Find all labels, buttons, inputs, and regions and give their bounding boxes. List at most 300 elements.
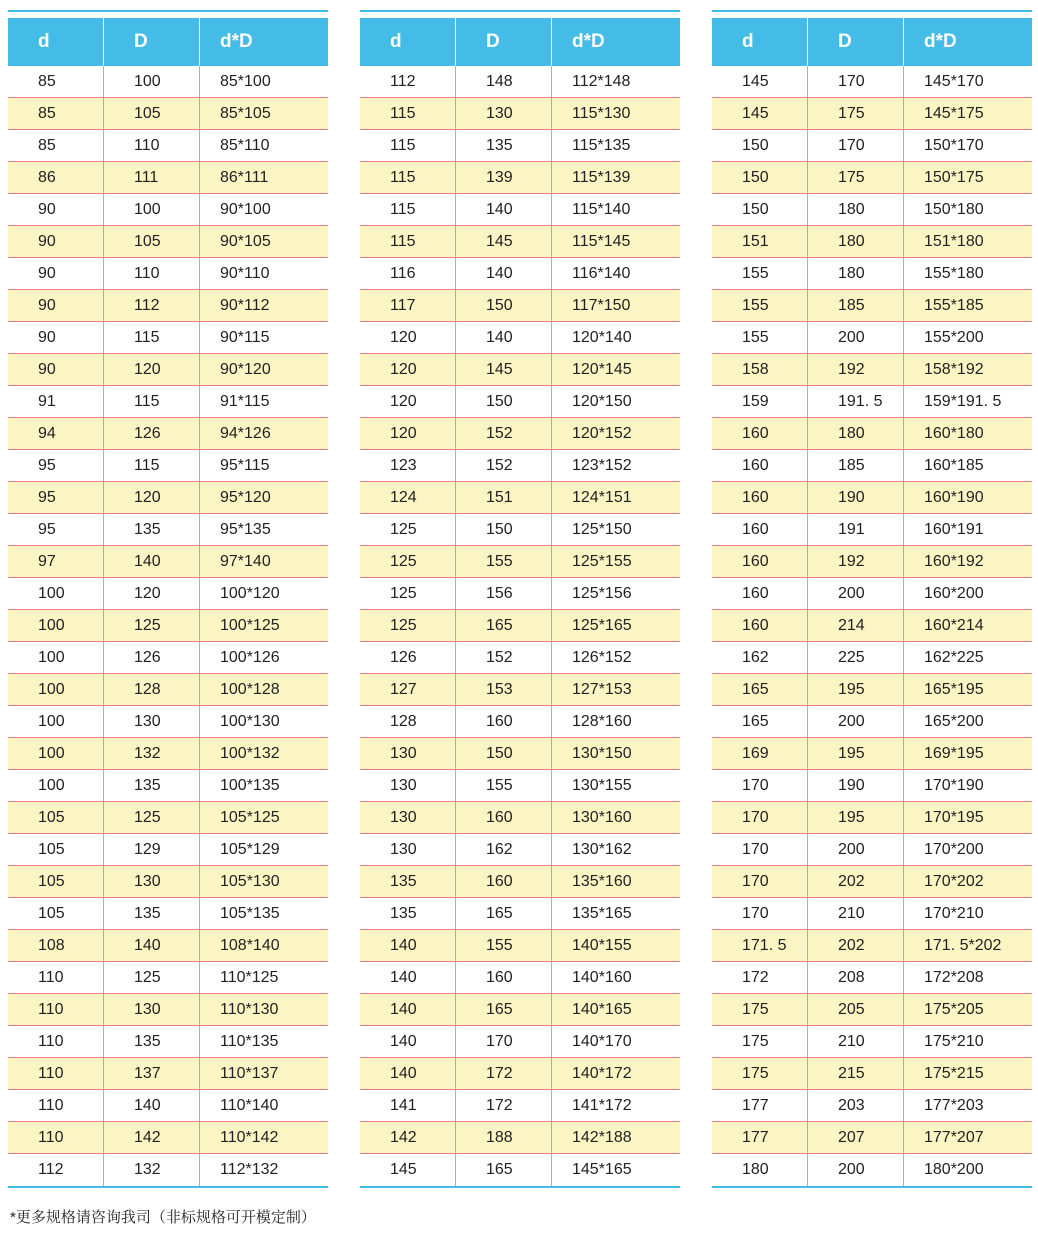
cell-inner-diameter: 90 bbox=[8, 194, 104, 225]
cell-outer-diameter: 195 bbox=[808, 802, 904, 833]
cell-size: 180*200 bbox=[924, 1161, 984, 1178]
cell-outer-diameter: 130 bbox=[104, 706, 200, 737]
cell-inner-diameter: 175 bbox=[712, 1026, 808, 1057]
cell-size: 90*120 bbox=[220, 361, 271, 378]
cell-inner-diameter: 150 bbox=[712, 130, 808, 161]
cell-outer-diameter: 180 bbox=[808, 258, 904, 289]
cell-outer-diameter: 170 bbox=[808, 130, 904, 161]
cell-size: 140*160 bbox=[572, 969, 632, 986]
cell-outer-diameter: 120 bbox=[104, 482, 200, 513]
cell-outer-diameter: 142 bbox=[104, 1122, 200, 1153]
cell-inner-diameter: 177 bbox=[712, 1122, 808, 1153]
cell-outer-diameter: 125 bbox=[104, 962, 200, 993]
table-row bbox=[8, 770, 328, 802]
table-row bbox=[712, 194, 1032, 226]
cell-inner-diameter: 175 bbox=[712, 994, 808, 1025]
table-row bbox=[712, 226, 1032, 258]
cell-outer-diameter: 145 bbox=[456, 226, 552, 257]
cell-outer-diameter: 135 bbox=[104, 1026, 200, 1057]
cell-outer-diameter: 150 bbox=[456, 290, 552, 321]
cell-size: 160*185 bbox=[924, 457, 984, 474]
cell-outer-diameter: 203 bbox=[808, 1090, 904, 1121]
table-row bbox=[8, 1122, 328, 1154]
cell-inner-diameter: 140 bbox=[360, 994, 456, 1025]
cell-size: 105*125 bbox=[220, 809, 280, 826]
cell-inner-diameter: 115 bbox=[360, 98, 456, 129]
cell-size: 117*150 bbox=[572, 297, 631, 314]
cell-size: 169*195 bbox=[924, 745, 984, 762]
header-size: d*D bbox=[924, 31, 957, 52]
cell-size: 123*152 bbox=[572, 457, 632, 474]
cell-inner-diameter: 180 bbox=[712, 1154, 808, 1186]
table-row bbox=[712, 834, 1032, 866]
cell-size: 155*200 bbox=[924, 329, 984, 346]
cell-outer-diameter: 140 bbox=[456, 258, 552, 289]
cell-outer-diameter: 125 bbox=[104, 610, 200, 641]
cell-outer-diameter: 155 bbox=[456, 930, 552, 961]
table-row bbox=[360, 866, 680, 898]
cell-outer-diameter: 139 bbox=[456, 162, 552, 193]
table-row bbox=[8, 834, 328, 866]
table-row bbox=[360, 130, 680, 162]
cell-inner-diameter: 160 bbox=[712, 578, 808, 609]
cell-inner-diameter: 155 bbox=[712, 322, 808, 353]
cell-inner-diameter: 130 bbox=[360, 738, 456, 769]
cell-inner-diameter: 150 bbox=[712, 162, 808, 193]
table-row bbox=[8, 98, 328, 130]
cell-outer-diameter: 126 bbox=[104, 642, 200, 673]
cell-outer-diameter: 191. 5 bbox=[808, 386, 904, 417]
cell-size: 125*156 bbox=[572, 585, 632, 602]
table-header bbox=[360, 18, 680, 66]
cell-inner-diameter: 170 bbox=[712, 866, 808, 897]
cell-inner-diameter: 125 bbox=[360, 546, 456, 577]
table-row bbox=[712, 738, 1032, 770]
cell-outer-diameter: 172 bbox=[456, 1058, 552, 1089]
cell-outer-diameter: 105 bbox=[104, 226, 200, 257]
cell-inner-diameter: 86 bbox=[8, 162, 104, 193]
cell-size: 170*210 bbox=[924, 905, 984, 922]
cell-inner-diameter: 120 bbox=[360, 386, 456, 417]
table-row bbox=[360, 1122, 680, 1154]
cell-size: 115*130 bbox=[572, 105, 631, 122]
cell-inner-diameter: 115 bbox=[360, 194, 456, 225]
table-row bbox=[712, 386, 1032, 418]
cell-inner-diameter: 85 bbox=[8, 66, 104, 97]
cell-size: 100*135 bbox=[220, 777, 280, 794]
table-row bbox=[360, 258, 680, 290]
table-row bbox=[712, 802, 1032, 834]
cell-size: 175*205 bbox=[924, 1001, 984, 1018]
table-row bbox=[712, 354, 1032, 386]
cell-size: 172*208 bbox=[924, 969, 984, 986]
cell-size: 115*145 bbox=[572, 233, 631, 250]
cell-inner-diameter: 105 bbox=[8, 866, 104, 897]
cell-inner-diameter: 110 bbox=[8, 1090, 104, 1121]
cell-inner-diameter: 155 bbox=[712, 258, 808, 289]
cell-outer-diameter: 152 bbox=[456, 418, 552, 449]
cell-inner-diameter: 117 bbox=[360, 290, 456, 321]
table-row bbox=[8, 1058, 328, 1090]
cell-size: 120*152 bbox=[572, 425, 632, 442]
cell-outer-diameter: 156 bbox=[456, 578, 552, 609]
table-row bbox=[360, 194, 680, 226]
table-body bbox=[8, 66, 328, 1186]
cell-inner-diameter: 140 bbox=[360, 930, 456, 961]
cell-size: 145*175 bbox=[924, 105, 984, 122]
table-row bbox=[8, 322, 328, 354]
cell-inner-diameter: 85 bbox=[8, 130, 104, 161]
cell-size: 130*150 bbox=[572, 745, 632, 762]
cell-size: 130*160 bbox=[572, 809, 632, 826]
cell-outer-diameter: 180 bbox=[808, 226, 904, 257]
cell-size: 126*152 bbox=[572, 649, 632, 666]
cell-outer-diameter: 152 bbox=[456, 450, 552, 481]
table-row bbox=[712, 866, 1032, 898]
cell-outer-diameter: 190 bbox=[808, 770, 904, 801]
cell-size: 155*180 bbox=[924, 265, 984, 282]
cell-inner-diameter: 130 bbox=[360, 834, 456, 865]
cell-size: 170*195 bbox=[924, 809, 984, 826]
cell-outer-diameter: 112 bbox=[104, 290, 200, 321]
cell-size: 140*165 bbox=[572, 1001, 632, 1018]
cell-size: 165*200 bbox=[924, 713, 984, 730]
table-row bbox=[8, 1154, 328, 1186]
cell-size: 135*165 bbox=[572, 905, 632, 922]
cell-inner-diameter: 169 bbox=[712, 738, 808, 769]
cell-size: 100*130 bbox=[220, 713, 280, 730]
cell-inner-diameter: 145 bbox=[712, 66, 808, 97]
cell-outer-diameter: 165 bbox=[456, 610, 552, 641]
cell-outer-diameter: 105 bbox=[104, 98, 200, 129]
cell-size: 91*115 bbox=[220, 393, 270, 410]
cell-outer-diameter: 214 bbox=[808, 610, 904, 641]
cell-inner-diameter: 172 bbox=[712, 962, 808, 993]
cell-outer-diameter: 210 bbox=[808, 898, 904, 929]
cell-outer-diameter: 200 bbox=[808, 322, 904, 353]
cell-outer-diameter: 160 bbox=[456, 706, 552, 737]
cell-outer-diameter: 137 bbox=[104, 1058, 200, 1089]
cell-size: 115*140 bbox=[572, 201, 631, 218]
cell-inner-diameter: 91 bbox=[8, 386, 104, 417]
cell-outer-diameter: 215 bbox=[808, 1058, 904, 1089]
table-row bbox=[8, 866, 328, 898]
cell-size: 170*200 bbox=[924, 841, 984, 858]
table-row bbox=[360, 418, 680, 450]
cell-size: 177*207 bbox=[924, 1129, 984, 1146]
header-outer-diameter: D bbox=[104, 18, 200, 66]
table-row bbox=[8, 1026, 328, 1058]
cell-inner-diameter: 97 bbox=[8, 546, 104, 577]
cell-size: 160*214 bbox=[924, 617, 984, 634]
table-row bbox=[8, 738, 328, 770]
cell-outer-diameter: 151 bbox=[456, 482, 552, 513]
table-header bbox=[8, 18, 328, 66]
cell-size: 125*155 bbox=[572, 553, 632, 570]
cell-inner-diameter: 130 bbox=[360, 770, 456, 801]
table-row bbox=[360, 546, 680, 578]
cell-inner-diameter: 140 bbox=[360, 1058, 456, 1089]
cell-outer-diameter: 160 bbox=[456, 866, 552, 897]
cell-inner-diameter: 90 bbox=[8, 290, 104, 321]
table-row bbox=[712, 610, 1032, 642]
cell-size: 170*190 bbox=[924, 777, 984, 794]
cell-inner-diameter: 95 bbox=[8, 482, 104, 513]
cell-size: 130*162 bbox=[572, 841, 632, 858]
table-row bbox=[8, 1090, 328, 1122]
table-row bbox=[8, 130, 328, 162]
cell-outer-diameter: 155 bbox=[456, 770, 552, 801]
cell-inner-diameter: 105 bbox=[8, 834, 104, 865]
table-row bbox=[8, 578, 328, 610]
table-row bbox=[8, 418, 328, 450]
cell-size: 160*200 bbox=[924, 585, 984, 602]
header-inner-diameter: d bbox=[712, 18, 808, 66]
cell-size: 105*135 bbox=[220, 905, 280, 922]
table-row bbox=[712, 1154, 1032, 1186]
cell-inner-diameter: 123 bbox=[360, 450, 456, 481]
cell-size: 115*135 bbox=[572, 137, 631, 154]
cell-size: 170*202 bbox=[924, 873, 984, 890]
cell-inner-diameter: 125 bbox=[360, 610, 456, 641]
cell-outer-diameter: 135 bbox=[104, 898, 200, 929]
cell-inner-diameter: 112 bbox=[360, 66, 456, 97]
table-row bbox=[8, 482, 328, 514]
cell-inner-diameter: 126 bbox=[360, 642, 456, 673]
cell-inner-diameter: 177 bbox=[712, 1090, 808, 1121]
cell-inner-diameter: 130 bbox=[360, 802, 456, 833]
cell-inner-diameter: 108 bbox=[8, 930, 104, 961]
cell-inner-diameter: 120 bbox=[360, 418, 456, 449]
table-row bbox=[8, 610, 328, 642]
cell-inner-diameter: 85 bbox=[8, 98, 104, 129]
spec-tables bbox=[8, 10, 1032, 1188]
cell-inner-diameter: 90 bbox=[8, 322, 104, 353]
cell-inner-diameter: 158 bbox=[712, 354, 808, 385]
cell-outer-diameter: 120 bbox=[104, 354, 200, 385]
cell-inner-diameter: 116 bbox=[360, 258, 456, 289]
table-row bbox=[360, 962, 680, 994]
cell-inner-diameter: 94 bbox=[8, 418, 104, 449]
table-row bbox=[8, 994, 328, 1026]
cell-outer-diameter: 130 bbox=[104, 866, 200, 897]
cell-outer-diameter: 185 bbox=[808, 450, 904, 481]
table-row bbox=[8, 930, 328, 962]
cell-outer-diameter: 115 bbox=[104, 450, 200, 481]
table-body bbox=[712, 66, 1032, 1186]
table-row bbox=[8, 290, 328, 322]
cell-outer-diameter: 160 bbox=[456, 802, 552, 833]
table-row bbox=[712, 450, 1032, 482]
cell-size: 100*120 bbox=[220, 585, 280, 602]
cell-inner-diameter: 135 bbox=[360, 898, 456, 929]
cell-outer-diameter: 195 bbox=[808, 738, 904, 769]
table-row bbox=[712, 482, 1032, 514]
cell-outer-diameter: 165 bbox=[456, 1154, 552, 1186]
cell-size: 175*215 bbox=[924, 1065, 984, 1082]
cell-outer-diameter: 172 bbox=[456, 1090, 552, 1121]
cell-size: 116*140 bbox=[572, 265, 631, 282]
cell-size: 160*190 bbox=[924, 489, 984, 506]
table-row bbox=[360, 1026, 680, 1058]
cell-size: 141*172 bbox=[572, 1097, 632, 1114]
table-row bbox=[712, 770, 1032, 802]
cell-size: 108*140 bbox=[220, 937, 280, 954]
table-row bbox=[360, 802, 680, 834]
table-row bbox=[360, 66, 680, 98]
table-row bbox=[8, 674, 328, 706]
table-row bbox=[360, 706, 680, 738]
table-row bbox=[712, 994, 1032, 1026]
cell-inner-diameter: 135 bbox=[360, 866, 456, 897]
cell-size: 105*129 bbox=[220, 841, 280, 858]
table-row bbox=[360, 322, 680, 354]
table-row bbox=[712, 930, 1032, 962]
header-inner-diameter: d bbox=[360, 18, 456, 66]
cell-size: 110*137 bbox=[220, 1065, 279, 1082]
cell-outer-diameter: 195 bbox=[808, 674, 904, 705]
cell-outer-diameter: 153 bbox=[456, 674, 552, 705]
cell-inner-diameter: 145 bbox=[712, 98, 808, 129]
table-row bbox=[360, 386, 680, 418]
table-row bbox=[360, 930, 680, 962]
cell-size: 100*132 bbox=[220, 745, 280, 762]
cell-size: 105*130 bbox=[220, 873, 280, 890]
cell-outer-diameter: 202 bbox=[808, 866, 904, 897]
table-row bbox=[360, 578, 680, 610]
cell-outer-diameter: 132 bbox=[104, 1154, 200, 1186]
table-row bbox=[360, 898, 680, 930]
cell-size: 90*112 bbox=[220, 297, 270, 314]
cell-inner-diameter: 140 bbox=[360, 1026, 456, 1057]
cell-outer-diameter: 160 bbox=[456, 962, 552, 993]
cell-inner-diameter: 127 bbox=[360, 674, 456, 705]
cell-inner-diameter: 90 bbox=[8, 258, 104, 289]
cell-outer-diameter: 120 bbox=[104, 578, 200, 609]
cell-inner-diameter: 162 bbox=[712, 642, 808, 673]
cell-inner-diameter: 110 bbox=[8, 1026, 104, 1057]
cell-outer-diameter: 148 bbox=[456, 66, 552, 97]
table-row bbox=[712, 418, 1032, 450]
cell-size: 115*139 bbox=[572, 169, 631, 186]
cell-inner-diameter: 110 bbox=[8, 1122, 104, 1153]
cell-outer-diameter: 100 bbox=[104, 194, 200, 225]
cell-inner-diameter: 170 bbox=[712, 770, 808, 801]
table-row bbox=[8, 194, 328, 226]
table-row bbox=[360, 642, 680, 674]
cell-inner-diameter: 155 bbox=[712, 290, 808, 321]
table-header bbox=[712, 18, 1032, 66]
table-row bbox=[712, 578, 1032, 610]
cell-inner-diameter: 170 bbox=[712, 802, 808, 833]
cell-size: 160*192 bbox=[924, 553, 984, 570]
cell-size: 125*150 bbox=[572, 521, 632, 538]
cell-size: 120*150 bbox=[572, 393, 632, 410]
cell-outer-diameter: 115 bbox=[104, 322, 200, 353]
table-row bbox=[8, 898, 328, 930]
table-row bbox=[8, 226, 328, 258]
cell-inner-diameter: 170 bbox=[712, 834, 808, 865]
cell-size: 90*115 bbox=[220, 329, 270, 346]
cell-outer-diameter: 111 bbox=[104, 162, 200, 193]
table-row bbox=[360, 994, 680, 1026]
table-row bbox=[712, 1122, 1032, 1154]
header-size: d*D bbox=[220, 31, 253, 52]
table-row bbox=[360, 1058, 680, 1090]
cell-size: 85*110 bbox=[220, 137, 270, 154]
cell-inner-diameter: 110 bbox=[8, 994, 104, 1025]
cell-size: 95*135 bbox=[220, 521, 271, 538]
cell-size: 110*125 bbox=[220, 969, 279, 986]
cell-outer-diameter: 165 bbox=[456, 898, 552, 929]
cell-outer-diameter: 155 bbox=[456, 546, 552, 577]
cell-size: 140*170 bbox=[572, 1033, 632, 1050]
table-row bbox=[360, 1090, 680, 1122]
cell-size: 171. 5*202 bbox=[924, 937, 1002, 954]
cell-size: 162*225 bbox=[924, 649, 984, 666]
table-row bbox=[8, 642, 328, 674]
cell-size: 160*180 bbox=[924, 425, 984, 442]
cell-size: 120*140 bbox=[572, 329, 632, 346]
cell-size: 160*191 bbox=[924, 521, 984, 538]
cell-size: 128*160 bbox=[572, 713, 632, 730]
table-row bbox=[8, 450, 328, 482]
header-inner-diameter: d bbox=[8, 18, 104, 66]
table-row bbox=[360, 354, 680, 386]
cell-outer-diameter: 162 bbox=[456, 834, 552, 865]
table-row bbox=[712, 674, 1032, 706]
cell-inner-diameter: 115 bbox=[360, 162, 456, 193]
cell-outer-diameter: 150 bbox=[456, 386, 552, 417]
table-row bbox=[8, 66, 328, 98]
cell-outer-diameter: 180 bbox=[808, 194, 904, 225]
cell-size: 110*135 bbox=[220, 1033, 279, 1050]
cell-inner-diameter: 110 bbox=[8, 1058, 104, 1089]
cell-size: 165*195 bbox=[924, 681, 984, 698]
cell-inner-diameter: 171. 5 bbox=[712, 930, 808, 961]
cell-outer-diameter: 135 bbox=[456, 130, 552, 161]
cell-outer-diameter: 140 bbox=[104, 546, 200, 577]
table-row bbox=[8, 514, 328, 546]
table-row bbox=[360, 674, 680, 706]
cell-inner-diameter: 141 bbox=[360, 1090, 456, 1121]
header-outer-diameter: D bbox=[808, 18, 904, 66]
cell-size: 135*160 bbox=[572, 873, 632, 890]
cell-size: 177*203 bbox=[924, 1097, 984, 1114]
cell-inner-diameter: 128 bbox=[360, 706, 456, 737]
cell-size: 130*155 bbox=[572, 777, 632, 794]
header-size: d*D bbox=[572, 31, 605, 52]
table-row bbox=[8, 258, 328, 290]
cell-size: 100*126 bbox=[220, 649, 280, 666]
cell-size: 125*165 bbox=[572, 617, 632, 634]
cell-inner-diameter: 151 bbox=[712, 226, 808, 257]
cell-inner-diameter: 145 bbox=[360, 1154, 456, 1186]
cell-outer-diameter: 135 bbox=[104, 514, 200, 545]
cell-inner-diameter: 100 bbox=[8, 770, 104, 801]
cell-inner-diameter: 100 bbox=[8, 642, 104, 673]
cell-size: 140*155 bbox=[572, 937, 632, 954]
cell-outer-diameter: 150 bbox=[456, 738, 552, 769]
table-row bbox=[8, 354, 328, 386]
table-row bbox=[360, 1154, 680, 1186]
cell-size: 85*100 bbox=[220, 73, 271, 90]
table-row bbox=[712, 642, 1032, 674]
table-row bbox=[712, 1090, 1032, 1122]
table-row bbox=[712, 290, 1032, 322]
cell-outer-diameter: 129 bbox=[104, 834, 200, 865]
cell-size: 86*111 bbox=[220, 169, 269, 186]
